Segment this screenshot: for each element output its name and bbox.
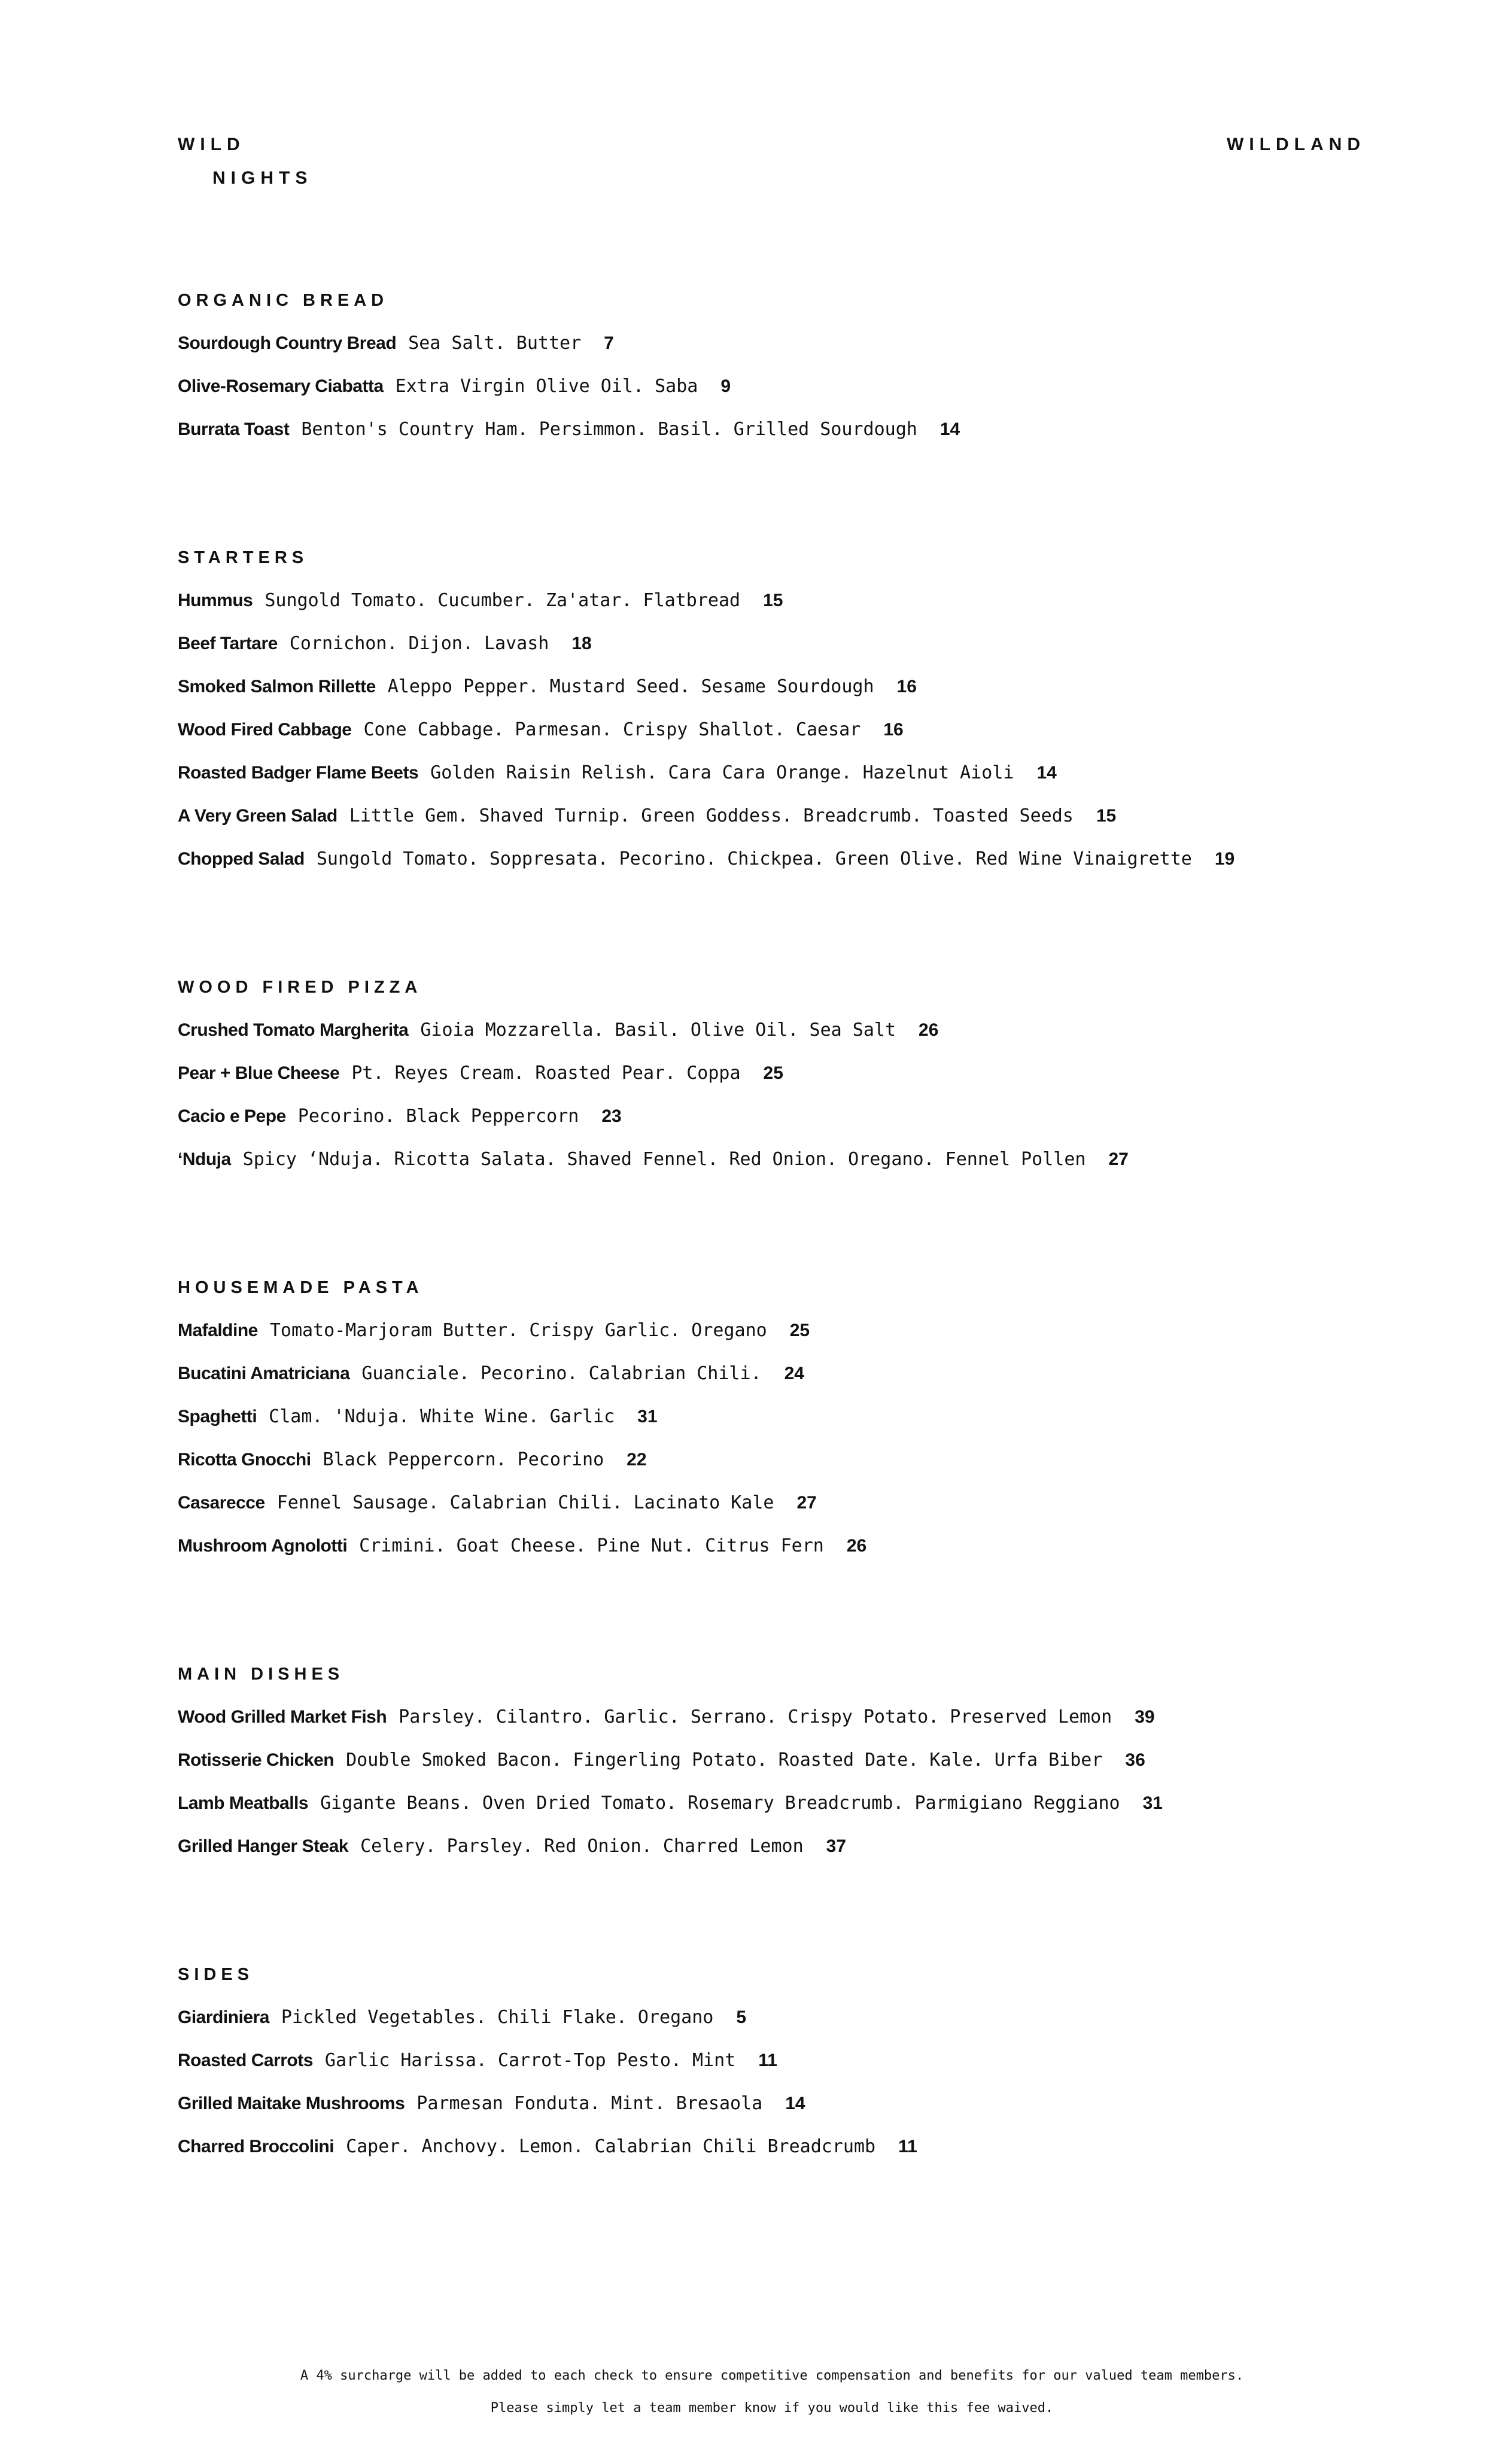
menu-item-name: Wood Fired Cabbage xyxy=(178,720,352,740)
menu-item-price: 25 xyxy=(763,1063,783,1083)
menu-item-description: Cone Cabbage. Parmesan. Crispy Shallot. Caesar xyxy=(363,719,861,740)
menu-item-price: 15 xyxy=(1096,806,1117,826)
section-title: ORGANIC BREAD xyxy=(178,291,389,310)
menu-item-description: Pt. Reyes Cream. Roasted Pear. Coppa xyxy=(351,1063,741,1084)
menu-item-description: Golden Raisin Relish. Cara Cara Orange. Hazelnut Aioli xyxy=(430,762,1014,783)
menu-item-price: 31 xyxy=(1142,1793,1163,1813)
menu-item-description: Clam. 'Nduja. White Wine. Garlic xyxy=(269,1406,615,1427)
menu-section xyxy=(178,1653,1375,1868)
menu-item-name: Mafaldine xyxy=(178,1321,258,1340)
menu-item-price: 14 xyxy=(785,2094,805,2113)
section-title: STARTERS xyxy=(178,548,309,567)
menu-section xyxy=(178,966,1375,1181)
menu-item-price: 11 xyxy=(758,2051,777,2070)
menu-item xyxy=(178,1138,1375,1181)
menu-item xyxy=(178,2082,1375,2125)
menu-item-name: Hummus xyxy=(178,591,253,610)
menu-item-name: Mushroom Agnolotti xyxy=(178,1536,348,1556)
menu-item-description: Spicy ‘Nduja. Ricotta Salata. Shaved Fennel. Red Onion. Oregano. Fennel Pollen xyxy=(242,1149,1086,1170)
menu-item xyxy=(178,1696,1375,1739)
menu-item-price: 14 xyxy=(1036,763,1057,783)
menu-item xyxy=(178,408,1375,451)
menu-item xyxy=(178,1309,1375,1352)
menu-item-name: Roasted Badger Flame Beets xyxy=(178,763,419,783)
menu-item-price: 5 xyxy=(736,2007,747,2027)
menu-item xyxy=(178,1009,1375,1052)
menu-item-price: 36 xyxy=(1125,1750,1145,1770)
menu-item xyxy=(178,752,1375,795)
surcharge-notice xyxy=(0,2360,1496,2425)
menu-item xyxy=(178,665,1375,708)
menu-item-description: Celery. Parsley. Red Onion. Charred Lemon xyxy=(360,1836,804,1857)
menu-item-description: Extra Virgin Olive Oil. Saba xyxy=(395,376,698,397)
menu-item-name: Sourdough Country Bread xyxy=(178,333,397,353)
surcharge-notice-line-1: A 4% surcharge will be added to each check to ensure competitive compensation and benefits for our valued team members. xyxy=(300,2368,1244,2383)
menu-item-name: Olive-Rosemary Ciabatta xyxy=(178,376,384,396)
menu-item-name: Crushed Tomato Margherita xyxy=(178,1020,409,1040)
menu-item-description: Sea Salt. Butter xyxy=(408,333,582,354)
menu-item-name: Ricotta Gnocchi xyxy=(178,1450,311,1470)
menu-item-description: Sungold Tomato. Soppresata. Pecorino. Chickpea. Green Olive. Red Wine Vinaigrette xyxy=(316,848,1192,869)
menu-item xyxy=(178,1438,1375,1482)
menu-item xyxy=(178,365,1375,408)
menu-item-name: Grilled Hanger Steak xyxy=(178,1836,349,1856)
menu-item-name: Roasted Carrots xyxy=(178,2051,313,2070)
menu-item-name: Cacio e Pepe xyxy=(178,1106,286,1126)
menu-item-name: Smoked Salmon Rillette xyxy=(178,677,376,696)
menu-item-description: Gioia Mozzarella. Basil. Olive Oil. Sea Salt xyxy=(420,1020,896,1041)
menu-item-description: Parsley. Cilantro. Garlic. Serrano. Crispy Potato. Preserved Lemon xyxy=(399,1706,1112,1727)
menu-item xyxy=(178,1052,1375,1095)
menu-item xyxy=(178,1996,1375,2039)
menu-item-price: 16 xyxy=(896,677,917,696)
menu-item-price: 23 xyxy=(601,1106,622,1126)
menu-item-price: 25 xyxy=(789,1321,810,1340)
brand-line-1: WILD xyxy=(178,135,245,154)
menu-item-name: Spaghetti xyxy=(178,1407,257,1426)
menu-item-description: Pecorino. Black Peppercorn xyxy=(297,1106,579,1127)
menu-item-description: Double Smoked Bacon. Fingerling Potato. Roasted Date. Kale. Urfa Biber xyxy=(346,1750,1103,1771)
menu-item xyxy=(178,2039,1375,2082)
menu-item-description: Benton's Country Ham. Persimmon. Basil. Grilled Sourdough xyxy=(301,419,917,440)
menu-section xyxy=(178,536,1375,881)
menu-item-price: 19 xyxy=(1214,849,1235,869)
menu-item-price: 31 xyxy=(637,1407,658,1426)
menu-item-name: Rotisserie Chicken xyxy=(178,1750,335,1770)
menu-item-price: 26 xyxy=(919,1020,939,1040)
menu-section xyxy=(178,1266,1375,1568)
menu-item-name: Pear + Blue Cheese xyxy=(178,1063,340,1083)
menu-item xyxy=(178,1395,1375,1438)
menu-item-price: 39 xyxy=(1135,1707,1155,1727)
menu-section xyxy=(178,279,1375,451)
menu-item xyxy=(178,795,1375,838)
menu-item xyxy=(178,838,1375,881)
menu-item-price: 16 xyxy=(883,720,904,740)
menu-item-price: 22 xyxy=(627,1450,647,1470)
menu-item-price: 11 xyxy=(898,2137,917,2156)
menu-item-name: Lamb Meatballs xyxy=(178,1793,309,1813)
section-title: HOUSEMADE PASTA xyxy=(178,1278,424,1297)
menu-item-name: Chopped Salad xyxy=(178,849,305,869)
menu-item xyxy=(178,1352,1375,1395)
menu-item xyxy=(178,1825,1375,1868)
menu-item-price: 26 xyxy=(846,1536,867,1556)
menu-section xyxy=(178,1953,1375,2168)
menu-item-description: Garlic Harissa. Carrot-Top Pesto. Mint xyxy=(324,2050,736,2071)
menu-item-description: Crimini. Goat Cheese. Pine Nut. Citrus Fern xyxy=(359,1535,824,1556)
menu-item-name: Wood Grilled Market Fish xyxy=(178,1707,387,1727)
menu-item-name: Grilled Maitake Mushrooms xyxy=(178,2094,405,2113)
menu-item xyxy=(178,1739,1375,1782)
menu-item-price: 37 xyxy=(826,1836,847,1856)
menu-item-price: 9 xyxy=(720,376,731,396)
menu-item-price: 14 xyxy=(939,419,960,439)
menu-item-price: 24 xyxy=(784,1364,804,1383)
menu-item-description: Gigante Beans. Oven Dried Tomato. Rosemary Breadcrumb. Parmigiano Reggiano xyxy=(320,1793,1120,1814)
menu-item-price: 27 xyxy=(1108,1149,1129,1169)
menu-item-name: Casarecce xyxy=(178,1493,265,1513)
menu-item-name: Burrata Toast xyxy=(178,419,290,439)
menu-item-description: Cornichon. Dijon. Lavash xyxy=(289,633,549,654)
menu-item-price: 15 xyxy=(763,591,783,610)
menu-item-description: Guanciale. Pecorino. Calabrian Chili. xyxy=(361,1363,762,1384)
menu-item xyxy=(178,579,1375,622)
menu-item-name: Bucatini Amatriciana xyxy=(178,1364,350,1383)
menu-item-price: 18 xyxy=(571,634,592,653)
menu-item xyxy=(178,322,1375,365)
menu-item-name: Charred Broccolini xyxy=(178,2137,335,2156)
menu-item xyxy=(178,622,1375,665)
menu-item-description: Little Gem. Shaved Turnip. Green Goddess. Breadcrumb. Toasted Seeds xyxy=(349,805,1074,826)
menu-item-name: Giardiniera xyxy=(178,2007,269,2027)
menu-item-name: Beef Tartare xyxy=(178,634,278,653)
menu-item xyxy=(178,2125,1375,2168)
menu-item-description: Pickled Vegetables. Chili Flake. Oregano xyxy=(281,2007,714,2028)
section-title: SIDES xyxy=(178,1965,254,1984)
menu-item-description: Black Peppercorn. Pecorino xyxy=(323,1449,604,1470)
menu-item xyxy=(178,1095,1375,1138)
brand-line-2: NIGHTS xyxy=(212,168,313,188)
menu-item-description: Fennel Sausage. Calabrian Chili. Lacinato Kale xyxy=(276,1492,774,1513)
brand-logo-right: WILDLAND xyxy=(1227,135,1366,154)
menu-item xyxy=(178,1525,1375,1568)
section-title: WOOD FIRED PIZZA xyxy=(178,978,422,997)
menu-item xyxy=(178,708,1375,752)
menu-item-description: Parmesan Fonduta. Mint. Bresaola xyxy=(416,2093,763,2114)
menu-item-description: Sungold Tomato. Cucumber. Za'atar. Flatbread xyxy=(264,590,741,611)
brand-logo-left xyxy=(178,128,312,195)
section-title: MAIN DISHES xyxy=(178,1665,345,1684)
menu-item-description: Aleppo Pepper. Mustard Seed. Sesame Sourdough xyxy=(387,676,874,697)
menu-item-description: Caper. Anchovy. Lemon. Calabrian Chili Breadcrumb xyxy=(346,2136,876,2157)
menu-item xyxy=(178,1782,1375,1825)
menu-item-name: A Very Green Salad xyxy=(178,806,337,826)
menu xyxy=(178,279,1375,2253)
menu-item-price: 27 xyxy=(796,1493,817,1513)
menu-item-price: 7 xyxy=(604,333,614,353)
surcharge-notice-line-2: Please simply let a team member know if you would like this fee waived. xyxy=(490,2401,1054,2416)
menu-item-name: ‘Nduja xyxy=(178,1149,231,1169)
menu-item xyxy=(178,1482,1375,1525)
menu-item-description: Tomato-Marjoram Butter. Crispy Garlic. Oregano xyxy=(269,1320,767,1341)
